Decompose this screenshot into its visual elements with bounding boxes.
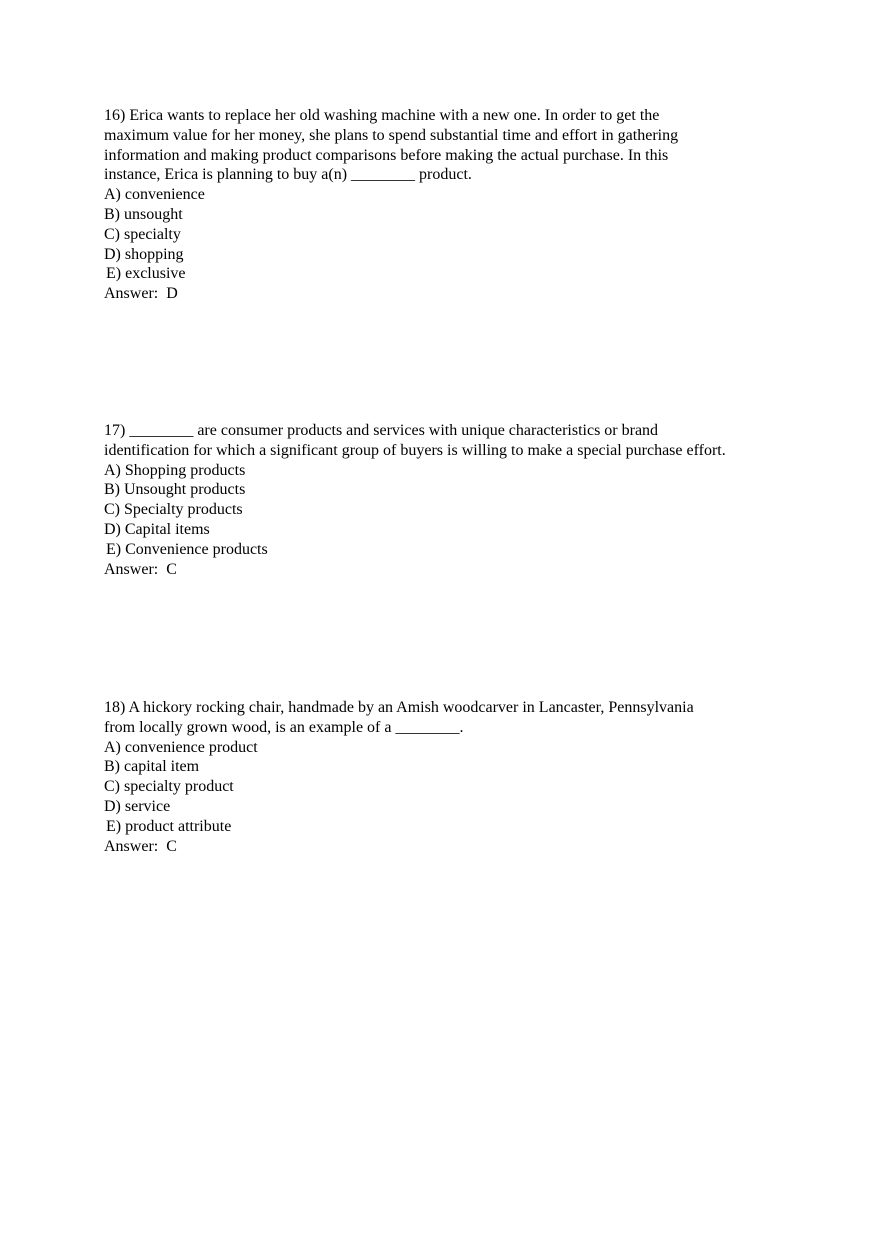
answer-key: Answer: C xyxy=(104,837,177,855)
answer-option-c: C) Specialty products xyxy=(104,501,243,519)
question-stem-line: identification for which a significant group of buyers is willing to make a special purchase effort. xyxy=(104,441,726,459)
answer-option-e: E) product attribute xyxy=(106,817,232,835)
question-stem-line: information and making product comparisons before making the actual purchase. In this xyxy=(104,146,669,164)
answer-option-b: B) Unsought products xyxy=(104,481,246,499)
question-stem-line: 17) ________ are consumer products and services with unique characteristics or brand xyxy=(104,422,659,439)
answer-option-d: D) Capital items xyxy=(104,520,210,538)
question-16 xyxy=(104,106,804,304)
answer-key: Answer: C xyxy=(104,560,177,578)
answer-option-c: C) specialty product xyxy=(104,778,234,796)
answer-option-a: A) convenience product xyxy=(104,738,258,756)
answer-option-b: B) unsought xyxy=(104,205,183,223)
question-stem-line: 16) Erica wants to replace her old washing machine with a new one. In order to get the xyxy=(104,107,660,124)
answer-option-c: C) specialty xyxy=(104,225,181,243)
question-stem-line: from locally grown wood, is an example of a ________. xyxy=(104,718,464,736)
question-18 xyxy=(104,698,804,856)
answer-option-e: E) Convenience products xyxy=(106,540,268,558)
question-stem-line: instance, Erica is planning to buy a(n) ________ product. xyxy=(104,166,472,184)
question-stem-line: 18) A hickory rocking chair, handmade by an Amish woodcarver in Lancaster, Pennsylvania xyxy=(104,699,694,716)
answer-key: Answer: D xyxy=(104,285,178,303)
answer-option-d: D) shopping xyxy=(104,245,184,263)
question-17 xyxy=(104,421,804,579)
answer-option-d: D) service xyxy=(104,797,171,815)
answer-option-a: A) convenience xyxy=(104,186,205,204)
question-stem-line: maximum value for her money, she plans to spend substantial time and effort in gathering xyxy=(104,126,679,144)
answer-option-b: B) capital item xyxy=(104,758,200,776)
answer-option-e: E) exclusive xyxy=(106,265,186,283)
answer-option-a: A) Shopping products xyxy=(104,461,246,479)
